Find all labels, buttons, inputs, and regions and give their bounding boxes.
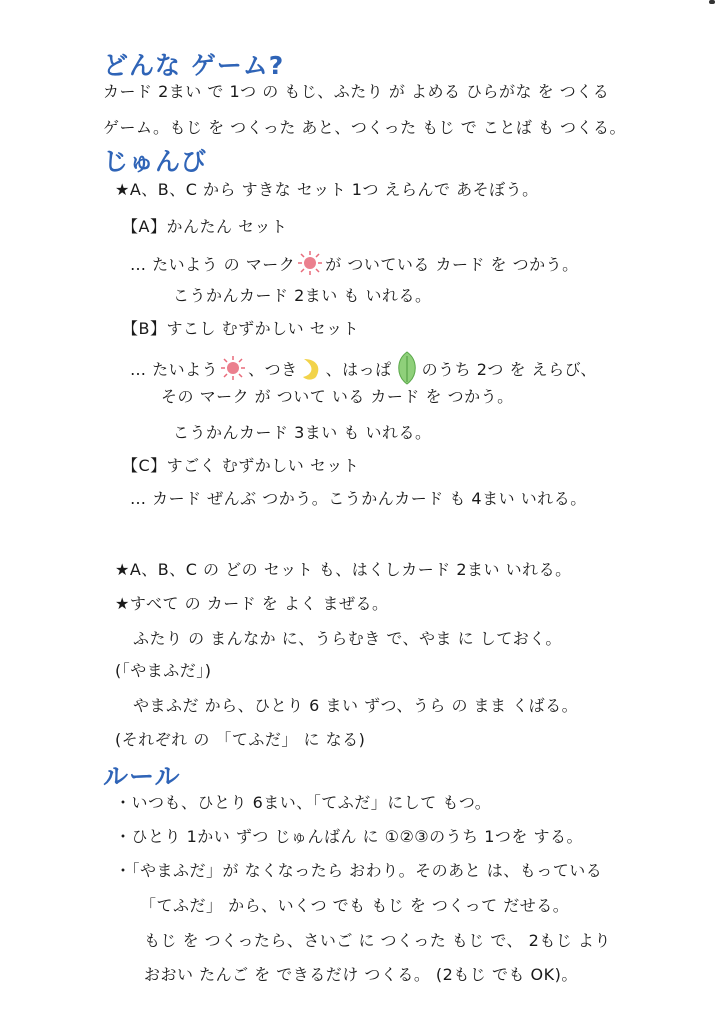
heading-game: どんな ゲーム? <box>103 51 285 80</box>
set-b-title: 【B】すこし むずかしい セット <box>122 319 360 338</box>
set-a-line-1-text-a: … たいよう の マーク <box>130 255 296 274</box>
rule-line: おおい たんご を できるだけ つくる。 (2もじ でも OK)。 <box>144 965 578 984</box>
heading-rules: ルール <box>103 762 181 791</box>
sun-icon <box>297 250 323 281</box>
set-a-line-1 <box>130 250 579 281</box>
heading-prep: じゅんび <box>103 147 208 176</box>
tefuda-line: (それぞれ の 「てふだ」 に なる) <box>115 730 366 749</box>
rule-line: 「てふだ」 から、いくつ でも もじ を つくって だせる。 <box>140 896 570 915</box>
shuffle-line: ★すべて の カード を よく まぜる。 <box>115 594 389 613</box>
intro-line-2: ゲーム。もじ を つくった あと、つくった もじ で ことば も つくる。 <box>103 118 627 137</box>
set-c-title: 【C】すごく むずかしい セット <box>122 456 360 475</box>
set-b-line-1 <box>130 350 597 391</box>
set-b-line-1-text-c: 、はっぱ <box>325 360 392 379</box>
rule-line: ・「やまふだ」が なくなったら おわり。そのあと は、もっている <box>115 861 603 880</box>
set-a-line-2: こうかんカード 2まい も いれる。 <box>173 286 432 305</box>
sun-icon <box>220 355 246 386</box>
set-b-line-1-text-d: のうち 2つ を えらび、 <box>421 360 597 379</box>
set-b-line-1-text-b: 、つき <box>248 360 298 379</box>
yamafuda-line: (「やまふだ」) <box>115 661 212 680</box>
rule-line: ・ひとり 1かい ずつ じゅんばん に ①②③のうち 1つを する。 <box>115 827 583 846</box>
moon-icon <box>300 355 324 386</box>
set-b-line-3: こうかんカード 3まい も いれる。 <box>173 423 432 442</box>
rule-line: ・いつも、ひとり 6まい、「てふだ」にして もつ。 <box>115 793 492 812</box>
set-a-line-1-text-b: が ついている カード を つかう。 <box>325 255 579 274</box>
rule-line: もじ を つくったら、さいご に つくった もじ で、 2もじ より <box>144 931 611 950</box>
prep-choose: ★A、B、C から すきな セット 1つ えらんで あそぼう。 <box>115 180 539 199</box>
deal-line: やまふだ から、ひとり 6 まい ずつ、うら の まま くばる。 <box>133 696 579 715</box>
set-b-line-1-text-a: … たいよう <box>130 360 219 379</box>
set-a-title: 【A】かんたん セット <box>122 217 288 236</box>
set-c-line-1: … カード ぜんぶ つかう。こうかんカード も 4まい いれる。 <box>130 489 587 508</box>
all-sets-line: ★A、B、C の どの セット も、はくしカード 2まい いれる。 <box>115 560 572 579</box>
leaf-icon <box>394 350 420 391</box>
intro-line-1: カード 2まい で 1つ の もじ、ふたり が よめる ひらがな を つくる <box>103 82 610 101</box>
set-b-line-2: その マーク が ついて いる カード を つかう。 <box>161 387 514 406</box>
scan-mark <box>709 0 715 4</box>
center-line: ふたり の まんなか に、うらむき で、やま に しておく。 <box>133 629 562 648</box>
